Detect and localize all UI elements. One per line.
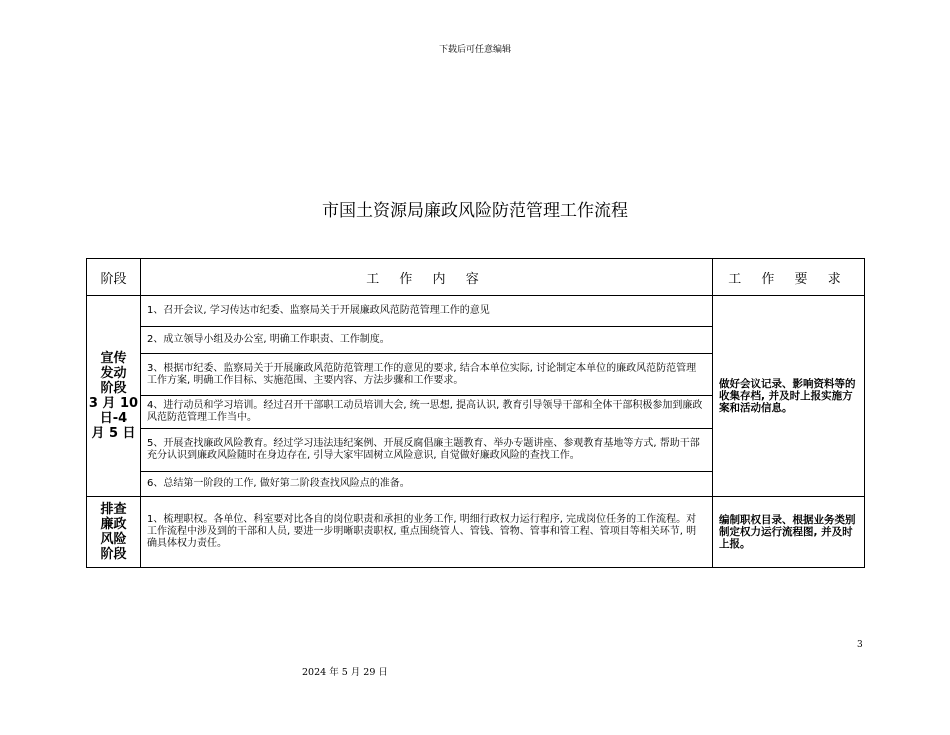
header-requirements: 工 作 要 求	[713, 259, 865, 296]
table-row	[87, 296, 865, 327]
header-content: 工 作 内 容	[141, 259, 713, 296]
stage-name-line: 阶段	[100, 547, 127, 562]
header-note: 下载后可任意编辑	[438, 45, 511, 55]
work-item: 1、召开会议, 学习传达市纪委、监察局关于开展廉政风范防范管理工作的意见	[141, 296, 713, 327]
stage-requirement: 做好会议记录、影响资料等的收集存档, 并及时上报实施方案和活动信息。	[713, 296, 865, 497]
work-item: 6、总结第一阶段的工作, 做好第二阶段查找风险点的准备。	[141, 472, 713, 497]
stage-name-line: 阶段	[100, 381, 127, 396]
work-item: 2、成立领导小组及办公室, 明确工作职责、工作制度。	[141, 327, 713, 354]
work-item: 4、进行动员和学习培训。经过召开干部职工动员培训大会, 统一思想, 提高认识, 教育引导领导干部和全体干部积极参加到廉政风范防范管理工作当中。	[141, 396, 713, 429]
stage-name-line: 宣传	[100, 351, 127, 366]
table-row	[87, 497, 865, 568]
stage-name-line: 廉政	[100, 517, 127, 532]
stage-name-line: 3 月 10	[88, 396, 139, 411]
stage-name-line: 月 5 日	[91, 426, 136, 441]
footer-date: 2024 年 5 月 29 日	[302, 667, 388, 678]
work-item: 5、开展查找廉政风险教育。经过学习违法违纪案例、开展反腐倡廉主题教育、举办专题讲座、参观教育基地等方式, 帮助干部充分认识到廉政风险随时在身边存在, 引导大家牢固树立风险意识, 自觉做好廉政风险的查找工作。	[141, 429, 713, 472]
stage-name-line: 风险	[100, 532, 127, 547]
work-item: 1、梳理职权。各单位、科室要对比各自的岗位职责和承担的业务工作, 明细行政权力运行程序, 完成岗位任务的工作流程。对工作流程中涉及到的干部和人员, 要进一步明晰职责职权, 重点围绕管人、管钱、管物、管事和管工程、管项目等相关环节, 明确具体权力责任。	[141, 497, 713, 568]
table-header-row	[87, 259, 865, 296]
stage-name-risk-screening	[87, 497, 141, 568]
stage-name-line: 日-4	[99, 411, 128, 426]
stage-name-publicity	[87, 296, 141, 497]
work-item: 3、根据市纪委、监察局关于开展廉政风范防范管理工作的意见的要求, 结合本单位实际, 讨论制定本单位的廉政风范防范管理工作方案, 明确工作目标、实施范围、主要内容、方法步骤和工作要求。	[141, 354, 713, 396]
header-stage: 阶段	[87, 259, 141, 296]
stage-name-line: 排查	[100, 502, 127, 517]
document-title: 市国土资源局廉政风险防范管理工作流程	[322, 201, 628, 221]
stage-name-line: 发动	[100, 366, 127, 381]
workflow-table	[86, 258, 865, 568]
stage-requirement: 编制职权目录、根据业务类别制定权力运行流程图, 并及时上报。	[713, 497, 865, 568]
page-number: 3	[857, 640, 863, 650]
